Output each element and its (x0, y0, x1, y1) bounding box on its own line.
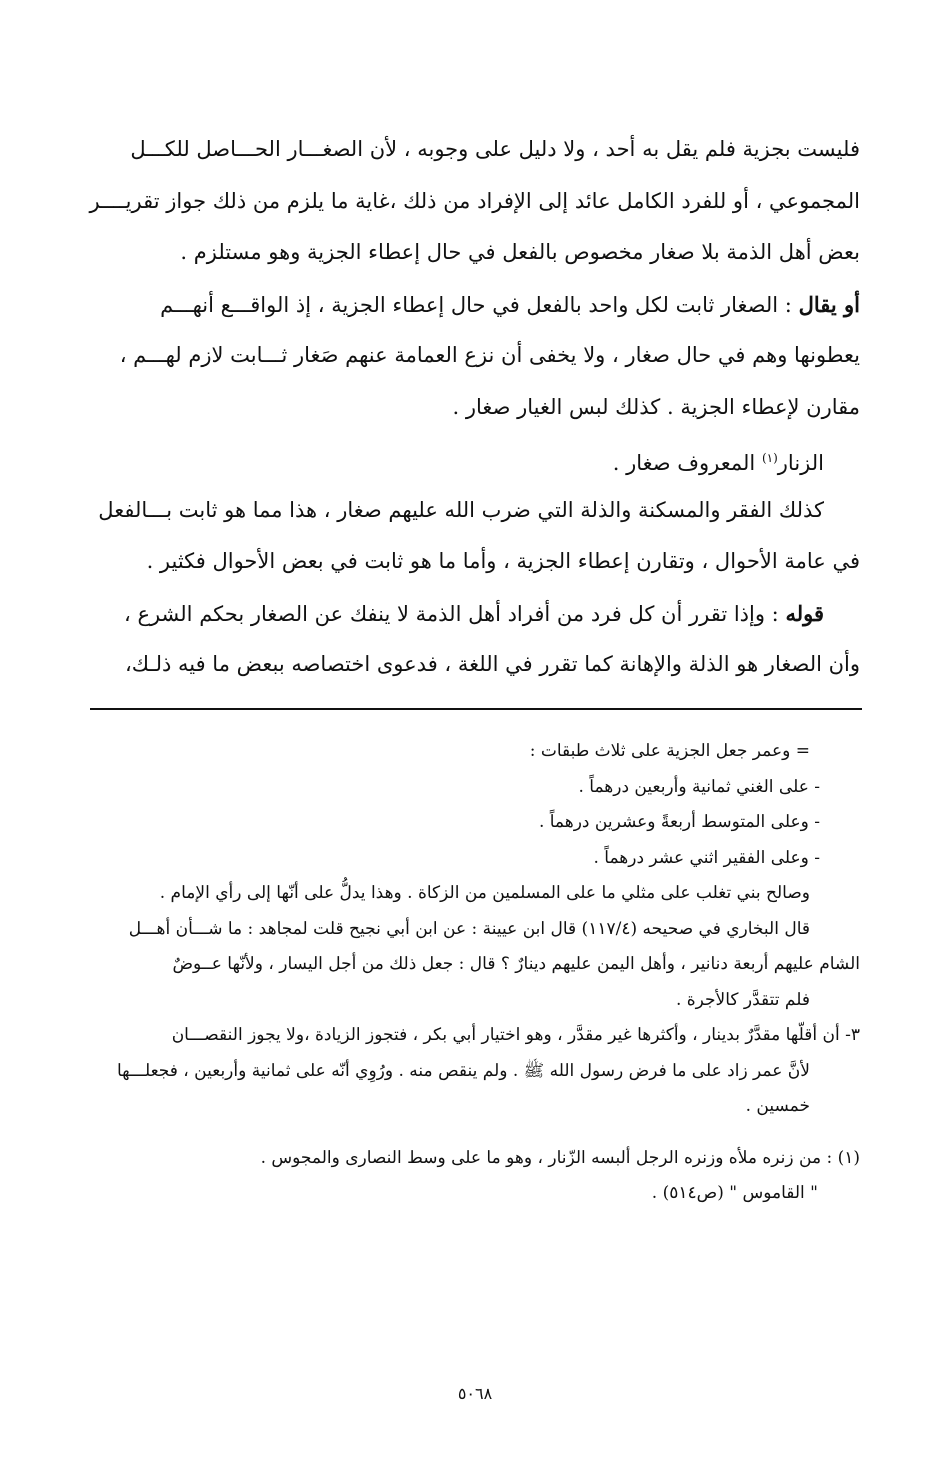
page-number: ٥٠٦٨ (457, 1384, 493, 1403)
lead-term: أو يقال (798, 291, 860, 317)
note-tier: - وعلى الفقير اثني عشر درهماً . (593, 847, 820, 868)
text-line: المجموعي ، أو للفرد الكامل عائد إلى الإفراد من ذلك ،غاية ما يلزم من ذلك جواز تقريــــر (89, 188, 860, 213)
note-tier: - وعلى المتوسط أربعةً وعشرين درهماً . (538, 812, 820, 832)
note-line: = وعمر جعل الجزية على ثلاث طبقات : (529, 741, 810, 761)
text-run: : وإذا تقرر أن كل فرد من أفراد أهل الذمة لا ينفك عن الصغار بحكم الشرع ، (123, 601, 779, 626)
note-line: قال البخاري في صحيحه (١١٧/٤) قال ابن عيينة : عن ابن أبي نجيح قلت لمجاهد : ما شـــأن أهـــل (128, 918, 810, 939)
text-run: : الصغار ثابت لكل واحد بالفعل في حال إعطاء الجزية ، إذ الواقـــع أنهـــم (160, 292, 792, 317)
text-line: فليست بجزية فلم يقل به أحد ، ولا دليل على وجوبه ، لأن الصغـــار الحـــاصل للكـــل (130, 137, 860, 161)
note-line: خمسين . (745, 1096, 810, 1116)
main-text (88, 124, 860, 691)
text-line: بعض أهل الذمة بلا صغار مخصوص بالفعل في حال إعطاء الجزية وهو مستلزم . (180, 240, 860, 264)
text-line: يعطونها وهم في حال صغار ، ولا يخفى أن نزع العمامة عنهم صَغار ثـــابت لازم لهـــم ، (119, 343, 860, 367)
footnote-1: (١) : من زنره ملأه وزنره الرجل ألبسه الزّنار ، وهو ما على وسط النصارى والمجوس . (260, 1147, 860, 1168)
text-line: في عامة الأحوال ، وتقارن إعطاء الجزية ، وأما ما هو ثابت في بعض الأحوال فكثير . (146, 549, 860, 573)
note-line: ٣- أن أقلّها مقدَّرٌ بدينار ، وأكثرها غير مقدَّر ، وهو اختيار أبي بكر ، فتجوز الزيادة ،ولا يجوز النقصـــان (171, 1025, 860, 1045)
note-line: الشام عليهم أربعة دنانير ، وأهل اليمن عليهم دينارٌ ؟ قال : جعل ذلك من أجل اليسار ، ولأنّها عــوضٌ (172, 954, 860, 974)
text-line: كذلك الفقر والمسكنة والذلة التي ضرب الله عليهم صغار ، هذا مما هو ثابت بـــالفعل (98, 497, 824, 522)
footnote-separator (90, 708, 862, 710)
note-line: لأنَّ عمر زاد على ما فرض رسول الله ﷺ . ولم ينقص منه . ورُوِي أنّه على ثمانية وأربعين ، فجعلـــها (117, 1060, 810, 1081)
text-line: مقارن لإعطاء الجزية . كذلك لبس الغيار صغار . (452, 394, 860, 419)
footnote-marker: (١) (761, 451, 778, 465)
note-line: وصالح بني تغلب على مثلي ما على المسلمين من الزكاة . وهذا يدلُّ على أنّها إلى رأي الإمام . (159, 883, 810, 903)
text-run: الزنار (777, 451, 824, 475)
footnotes (88, 734, 860, 1212)
text-line: وأن الصغار هو الذلة والإهانة كما تقرر في اللغة ، فدعوى اختصاصه ببعض ما فيه ذلـك، (124, 652, 860, 676)
note-tier: - على الغني ثمانية وأربعين درهماً . (578, 776, 820, 797)
note-line: فلم تتقدَّر كالأجرة . (675, 989, 810, 1010)
text-run: المعروف صغار . (612, 451, 762, 475)
zunnar-line (88, 433, 860, 485)
qawluh-paragraph (88, 588, 860, 640)
aw-yuqal-paragraph (88, 279, 860, 331)
footnote-source: " القاموس " (ص٥١٤) . (651, 1183, 818, 1203)
lead-term: قوله (785, 600, 824, 626)
